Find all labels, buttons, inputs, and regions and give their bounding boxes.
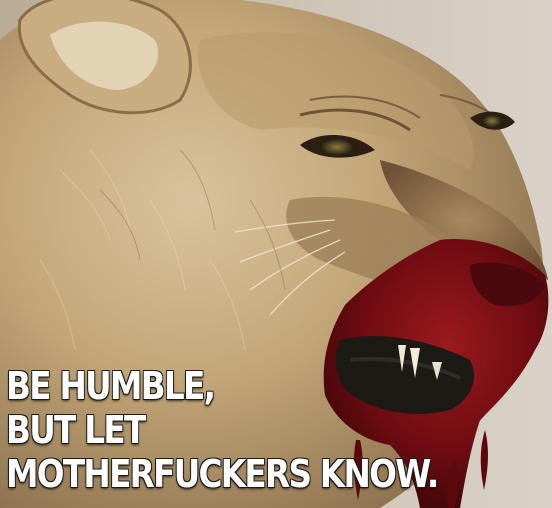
caption-line-3: MOTHERFUCKERS KNOW.: [6, 452, 438, 496]
caption-line-1: BE HUMBLE,: [6, 364, 215, 408]
caption-line-2: BUT LET: [6, 408, 145, 452]
meme-caption: [6, 364, 438, 496]
